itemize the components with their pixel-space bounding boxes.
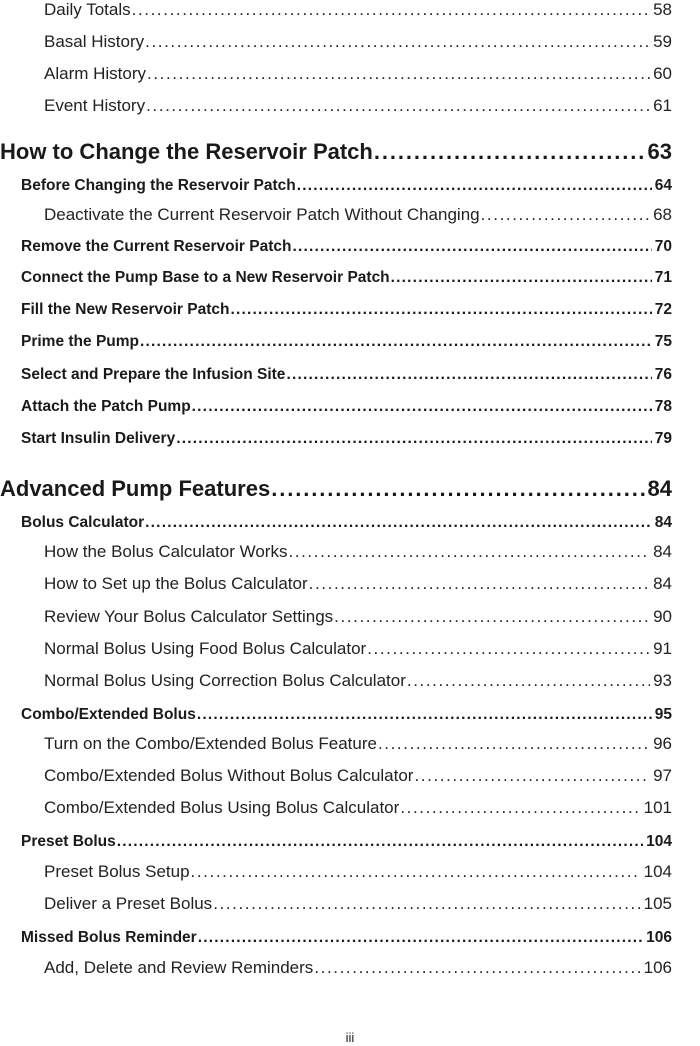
toc-leader-dots — [297, 177, 652, 195]
toc-section-title: Select and Prepare the Infusion Site — [21, 366, 286, 383]
toc-section[interactable] — [21, 333, 672, 351]
toc-leader-dots — [145, 514, 652, 532]
toc-leader-dots — [391, 269, 652, 287]
toc-entry-title: Event History — [44, 96, 146, 115]
toc-section-page: 71 — [654, 269, 672, 286]
toc-section-page: 75 — [654, 333, 672, 350]
toc-entry-title: Review Your Bolus Calculator Settings — [44, 607, 334, 626]
toc-leader-dots — [292, 238, 651, 256]
toc-entry-title: Preset Bolus Setup — [44, 862, 190, 881]
toc-section-title: Missed Bolus Reminder — [21, 929, 197, 946]
toc-section-title: Fill the New Reservoir Patch — [21, 301, 230, 318]
toc-entry-title: Deactivate the Current Reservoir Patch Without Changing — [44, 205, 480, 224]
toc-section-title: Connect the Pump Base to a New Reservoir Patch — [21, 269, 390, 286]
toc-chapter-page: 63 — [647, 139, 672, 164]
toc-leader-dots — [400, 798, 640, 818]
toc-entry-page: 60 — [653, 64, 672, 83]
toc-entry[interactable] — [44, 0, 672, 20]
toc-section-title: Remove the Current Reservoir Patch — [21, 238, 292, 255]
toc-leader-dots — [414, 766, 650, 786]
toc-entry-title: Daily Totals — [44, 0, 131, 19]
toc-entry-page: 61 — [653, 96, 672, 115]
toc-entry[interactable] — [44, 798, 672, 818]
toc-section[interactable] — [21, 238, 672, 256]
toc-leader-dots — [132, 0, 650, 20]
toc-section[interactable] — [21, 706, 672, 724]
toc-entry-title: How the Bolus Calculator Works — [44, 542, 288, 561]
toc-leader-dots — [191, 862, 641, 882]
toc-section[interactable] — [21, 929, 672, 947]
toc-section-title: Preset Bolus — [21, 833, 116, 850]
toc-section[interactable] — [21, 430, 672, 448]
page-number: iii — [345, 1030, 355, 1045]
toc-entry[interactable] — [44, 607, 672, 627]
toc-leader-dots — [378, 734, 650, 754]
toc-leader-dots — [314, 958, 640, 978]
toc-leader-dots — [140, 333, 652, 351]
toc-section[interactable] — [21, 833, 672, 851]
toc-entry-page: 93 — [653, 671, 672, 690]
toc-entry-title: Combo/Extended Bolus Without Bolus Calculator — [44, 766, 414, 785]
toc-entry[interactable] — [44, 671, 672, 691]
toc-entry[interactable] — [44, 639, 672, 659]
toc-entry-title: Add, Delete and Review Reminders — [44, 958, 314, 977]
toc-leader-dots — [176, 430, 652, 448]
toc-leader-dots — [286, 366, 651, 384]
toc-section-page: 78 — [654, 398, 672, 415]
toc-entry-page: 84 — [653, 574, 672, 593]
toc-section-page: 106 — [646, 929, 672, 946]
toc-section-title: Before Changing the Reservoir Patch — [21, 177, 296, 194]
toc-section-page: 70 — [654, 238, 672, 255]
toc-section[interactable] — [21, 177, 672, 195]
toc-leader-dots — [213, 894, 640, 914]
toc-leader-dots — [367, 639, 650, 659]
toc-entry-title: Deliver a Preset Bolus — [44, 894, 213, 913]
toc-entry-page: 58 — [653, 0, 672, 19]
toc-entry-title: Combo/Extended Bolus Using Bolus Calculator — [44, 798, 400, 817]
toc-entry-page: 105 — [643, 894, 672, 913]
toc-entry[interactable] — [44, 32, 672, 52]
toc-leader-dots — [481, 205, 650, 225]
toc-entry[interactable] — [44, 958, 672, 978]
toc-leader-dots — [198, 929, 643, 947]
toc-chapter[interactable] — [0, 139, 672, 165]
toc-leader-dots — [197, 706, 652, 724]
toc-entry-page: 68 — [653, 205, 672, 224]
toc-leader-dots — [146, 96, 650, 116]
toc-entry[interactable] — [44, 96, 672, 116]
toc-section[interactable] — [21, 514, 672, 532]
toc-section-page: 76 — [654, 366, 672, 383]
toc-entry-title: Alarm History — [44, 64, 147, 83]
toc-entry-page: 106 — [643, 958, 672, 977]
toc-entry-title: How to Set up the Bolus Calculator — [44, 574, 308, 593]
toc-entry[interactable] — [44, 734, 672, 754]
toc-section-page: 84 — [654, 514, 672, 531]
toc-leader-dots — [147, 64, 650, 84]
toc-entry-page: 84 — [653, 542, 672, 561]
toc-entry[interactable] — [44, 766, 672, 786]
toc-section[interactable] — [21, 269, 672, 287]
toc-entry-page: 101 — [643, 798, 672, 817]
toc-leader-dots — [271, 476, 644, 502]
toc-entry[interactable] — [44, 894, 672, 914]
toc-entry[interactable] — [44, 862, 672, 882]
toc-section[interactable] — [21, 398, 672, 416]
toc-section[interactable] — [21, 366, 672, 384]
toc-chapter-title: Advanced Pump Features — [0, 476, 271, 501]
toc-section-page: 104 — [646, 833, 672, 850]
toc-entry-page: 90 — [653, 607, 672, 626]
toc-section-title: Bolus Calculator — [21, 514, 145, 531]
toc-entry-page: 59 — [653, 32, 672, 51]
toc-entry-page: 96 — [653, 734, 672, 753]
toc-chapter-page: 84 — [647, 476, 672, 501]
toc-leader-dots — [192, 398, 652, 416]
toc-section[interactable] — [21, 301, 672, 319]
toc-entry-page: 104 — [643, 862, 672, 881]
toc-section-title: Start Insulin Delivery — [21, 430, 176, 447]
toc-entry[interactable] — [44, 574, 672, 594]
toc-entry-page: 97 — [653, 766, 672, 785]
toc-entry-title: Normal Bolus Using Food Bolus Calculator — [44, 639, 367, 658]
toc-leader-dots — [407, 671, 650, 691]
toc-entry-title: Basal History — [44, 32, 145, 51]
toc-leader-dots — [334, 607, 650, 627]
toc-leader-dots — [288, 542, 650, 562]
toc-leader-dots — [145, 32, 650, 52]
toc-entry[interactable] — [44, 542, 672, 562]
toc-leader-dots — [309, 574, 650, 594]
toc-section-title: Combo/Extended Bolus — [21, 706, 196, 723]
toc-entry-page: 91 — [653, 639, 672, 658]
toc-leader-dots — [230, 301, 651, 319]
toc-section-page: 72 — [654, 301, 672, 318]
toc-section-page: 95 — [654, 706, 672, 723]
toc-section-page: 79 — [654, 430, 672, 447]
toc-section-title: Attach the Patch Pump — [21, 398, 191, 415]
toc-leader-dots — [117, 833, 643, 851]
toc-chapter-title: How to Change the Reservoir Patch — [0, 139, 373, 164]
toc-section-page: 64 — [654, 177, 672, 194]
toc-chapter[interactable] — [0, 476, 672, 502]
toc-section-title: Prime the Pump — [21, 333, 139, 350]
toc-entry-title: Normal Bolus Using Correction Bolus Calculator — [44, 671, 406, 690]
toc-entry[interactable] — [44, 64, 672, 84]
toc-entry-title: Turn on the Combo/Extended Bolus Feature — [44, 734, 377, 753]
toc-entry[interactable] — [44, 205, 672, 225]
toc-leader-dots — [374, 139, 645, 165]
